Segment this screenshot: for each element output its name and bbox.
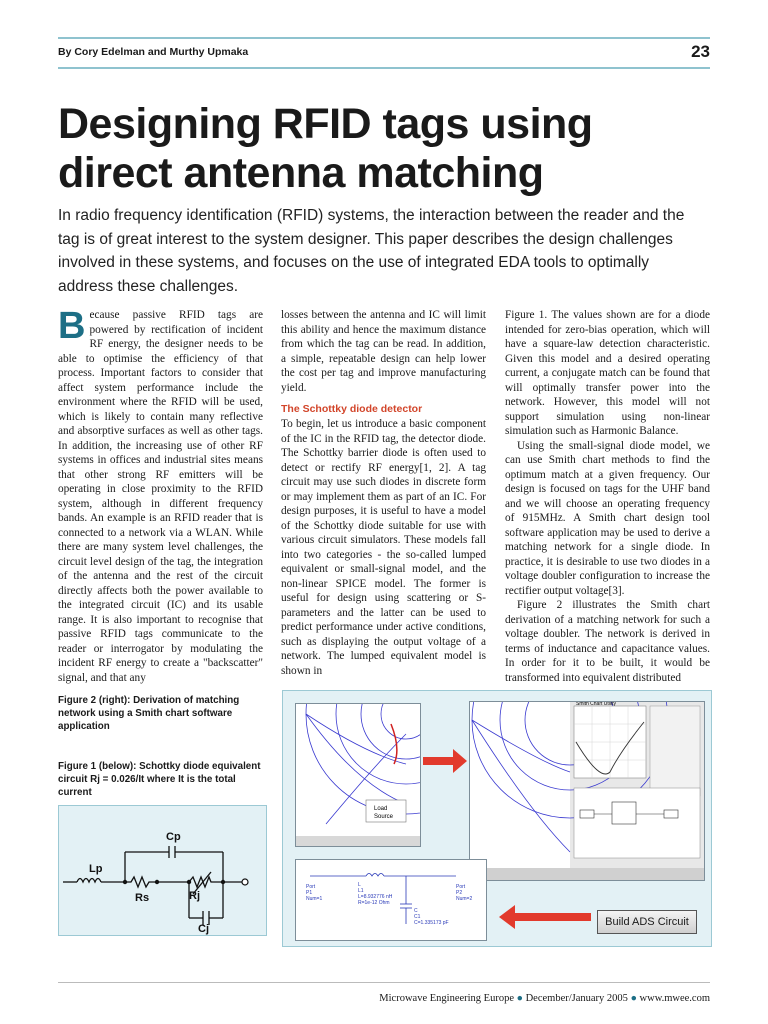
port2-num: Num=2 <box>456 896 473 902</box>
column-1-text: ecause passive RFID tags are powered by rectification of incident RF energy, the designer needs to be able to optimise the efficiency of that process. Important factors to consider that affect system performance include the environment where the RFID will be used, which is likely to contain many reflective and absorptive surfaces as well as other tags. In addition, the increasing use of other RF systems in offices and industrial sites means that other strong RF emitters will be operating in close proximity to the RFID system, although in different frequency bands. An example is an RFID reader that is connected to a network via a WLAN. While there are many system level challenges, the circuit level design of the tag, the integration of the antenna and the rest of the circuit directly affects both the power available to the integrated circuit (IC) and its usable range. It is also important to recognise that passive RFID tags communicate to the reader or interrogator by modulating the incident RF energy to create a "backscatter" signal, and that any <box>58 309 263 684</box>
article-title: Designing RFID tags using direct antenna matching <box>58 100 593 197</box>
legend-source: Source <box>374 814 394 820</box>
port1-label: Port <box>306 884 316 890</box>
label-rj: Rj <box>189 890 200 902</box>
column-2-text-a: losses between the antenna and IC will limit this ability and hence the maximum distance from which the tag can be read. In addition, a simple, repeatable design can help lower the cost per tag and improve manufacturing yield. <box>281 309 486 394</box>
legend-load: Load <box>374 806 388 812</box>
bullet-icon: ● <box>630 993 637 1004</box>
page-footer <box>379 993 710 1004</box>
resistor-rs <box>125 877 157 887</box>
section-heading: The Schottky diode detector <box>281 403 423 415</box>
inductor-name: L1 <box>358 888 364 894</box>
column-3 <box>505 308 710 685</box>
figure-1-caption: Figure 1 (below): Schottky diode equivalent circuit Rj = 0.026/It where It is the total current <box>58 761 261 798</box>
schematic-diagram <box>296 860 486 940</box>
smith-chart-app-window <box>469 701 705 881</box>
label-rs: Rs <box>135 892 150 904</box>
capacitor-name: C1 <box>414 914 421 920</box>
inductor-resistance: R=1e-12 Ohm <box>358 900 390 906</box>
article-intro: In radio frequency identification (RFID) systems, the interaction between the reader and the tag is of great interest to the system designer. This paper describes the design challenges involved in these systems, and focuses on the use of integrated EDA tools to optimally address these challenges. <box>58 207 685 295</box>
column-3-text-c: Figure 2 illustrates the Smith chart derivation of a matching network for such a voltage doubler. The network is derived in terms of inductance and capacitance values. In order for it to be built, it would be transformed into equivalent distributed <box>505 599 710 684</box>
label-cj: Cj <box>198 923 209 935</box>
smith-chart-right <box>470 702 704 880</box>
smith-chart-left <box>296 704 420 846</box>
capacitor-value: C=1.335173 pF <box>414 920 449 926</box>
inductor-value: L=8.932776 nH <box>358 894 393 900</box>
figure-2-caption: Figure 2 (right): Derivation of matching network using a Smith chart software application <box>58 695 240 732</box>
header-rule <box>58 67 710 69</box>
bullet-icon: ● <box>516 993 523 1004</box>
byline: By Cory Edelman and Murthy Upmaka <box>58 46 249 58</box>
page-number: 23 <box>691 42 710 61</box>
column-1 <box>58 305 263 685</box>
circuit-schematic <box>59 806 266 935</box>
build-ads-circuit-button[interactable]: Build ADS Circuit <box>597 910 697 934</box>
column-2-text-b: To begin, let us introduce a basic component of the IC in the RFID tag, the detector diode. The Schottky barrier diode is often used to detect or rectify RF energy[1, 2]. A tag circuit may use such diodes in discrete form or may implement them as part of an IC. For design purposes, it is useful to have a model of the Schottky diode suitable for use with various circuit simulators. These models fall into two categories - the so-called lumped equivalent or small-signal model, and the non-linear SPICE model. The former is useful for design using scattering or S-parameters and the latter can be used to predict performance under active conditions, such as displaying the output voltage of a network. The lumped equivalent model is shown in <box>281 418 486 677</box>
website-link[interactable]: www.mwee.com <box>639 993 710 1004</box>
footer-rule <box>58 982 710 983</box>
port2-name: P2 <box>456 890 463 896</box>
label-lp: Lp <box>89 863 103 875</box>
port2-label: Port <box>456 884 466 890</box>
column-3-text-a: Figure 1. The values shown are for a diode intended for zero-bias operation, which will have a square-law detection characteristic. Given this model and a desired operating current, a conjugate match can be found that will optimally transfer power into the network. However, this model will not support simulation using non-linear simulation such as Harmonic Balance. <box>505 309 710 437</box>
figure-1-circuit <box>58 805 267 936</box>
schematic-window <box>295 859 487 941</box>
column-3-text-b: Using the small-signal diode model, we can use Smith chart methods to find the optimum match at a given frequency. Our design is focused on tags for the UHF band and we will choose an operating frequency of 915MHz. A Smith chart design tool software application may be used to derive a matching network for a single diode. In practice, it is desirable to use two diodes in a voltage doubler configuration to increase the rectifier output voltage[3]. <box>505 439 710 597</box>
label-cp: Cp <box>166 831 181 843</box>
panel-title: Smith Chart Utility <box>576 702 617 707</box>
drop-cap: B <box>58 305 86 347</box>
inductor-label: L <box>358 882 361 888</box>
top-rule <box>58 37 710 39</box>
figure-2-screenshot <box>282 690 712 947</box>
issue-date: December/January 2005 <box>525 993 628 1004</box>
column-2 <box>281 308 486 678</box>
port1-num: Num=1 <box>306 896 323 902</box>
smith-chart-window-left <box>295 703 421 847</box>
port1-name: P1 <box>306 890 313 896</box>
arrow-left-icon <box>499 905 591 929</box>
inductor-lp <box>77 879 101 883</box>
arrow-right-icon <box>423 749 467 773</box>
publication-name: Microwave Engineering Europe <box>379 993 514 1004</box>
capacitor-label: C <box>414 908 418 914</box>
